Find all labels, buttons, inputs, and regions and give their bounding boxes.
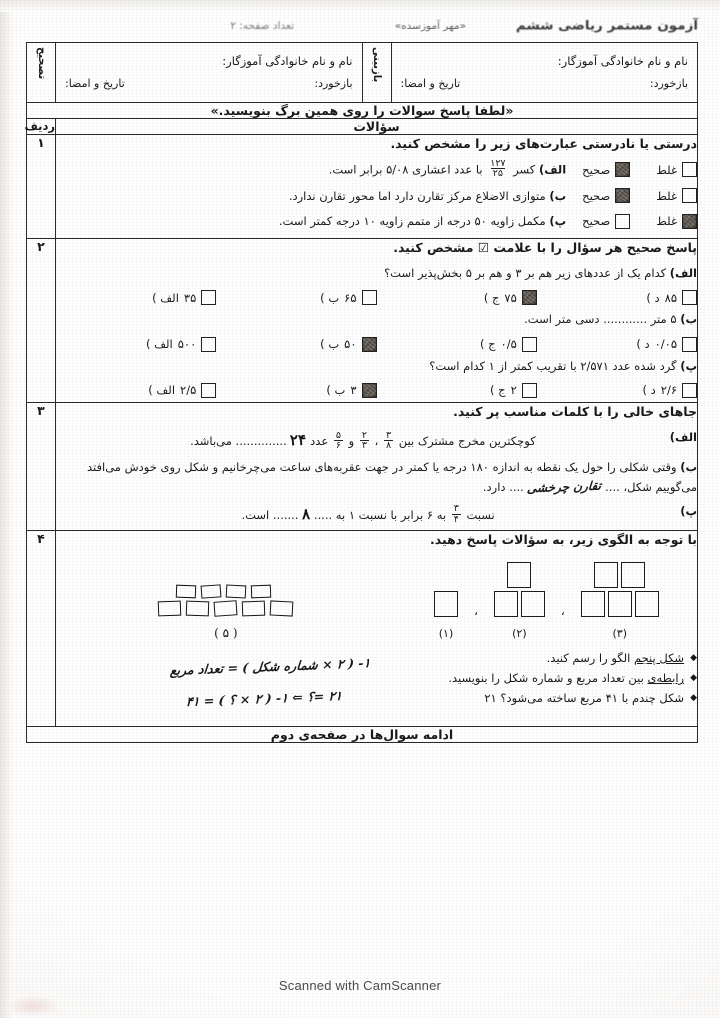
diamond-bullet-icon: ◆	[690, 673, 697, 684]
q3b-handwritten-answer: تقارن چرخشی	[526, 478, 603, 496]
pattern-figure-2	[494, 562, 545, 640]
fraction-denominator: ۲۵	[492, 168, 503, 180]
questions-column-header: سؤالات	[56, 119, 698, 135]
q3b-dots-1: ....	[605, 479, 620, 494]
mc-c-tag-0: د )	[642, 383, 656, 398]
mc-c-option-2[interactable]	[216, 383, 376, 398]
question-2-title: پاسخ صحیح هر سؤال را با علامت ☑ مشخص کنید.	[393, 239, 697, 255]
pattern-figures-area	[56, 556, 697, 640]
tf-label-2: پ)	[549, 214, 567, 229]
mc-b-value-2: ۵۰	[344, 337, 357, 352]
hand-square	[176, 584, 196, 598]
tf-text-1: متوازی الاضلاع مرکز تقارن دارد اما محور تقارن ندارد.	[288, 188, 546, 203]
tf-item-2	[56, 212, 697, 230]
bullet-0-rest: الگو را رسم کنید.	[546, 650, 631, 665]
school-name: «مهر آموزسده»	[394, 20, 466, 32]
part-c-label: پ)	[680, 358, 697, 373]
q3c-text-3: است.	[241, 507, 270, 522]
question-row-4	[27, 531, 698, 727]
checkbox-c-0[interactable]	[682, 383, 697, 398]
figure-2-label: (۲)	[512, 626, 527, 640]
f38-d: ۸	[385, 440, 392, 452]
f34-d: ۴	[453, 513, 459, 525]
tf-option-true-0[interactable]	[582, 162, 630, 177]
question-4-bullets-area	[56, 646, 697, 712]
tf-options-1	[568, 188, 697, 203]
camscanner-watermark: Scanned with CamScanner	[278, 978, 442, 993]
part-a-label: الف)	[669, 266, 697, 281]
tf-option-true-2[interactable]	[582, 214, 630, 229]
question-1-title: درستی یا نادرستی عبارت‌های زیر را مشخص کنید.	[390, 136, 697, 151]
tf-text-2: مکمل زاویه ۵۰ درجه از متمم زاویه ۱۰ درجه کمتر است.	[278, 214, 546, 229]
part-c-text: گرد شده عدد ۲/۵۷۱ با تقریب کمتر از ۱ کدام است؟	[429, 358, 677, 373]
exam-sheet	[26, 18, 698, 743]
f56-n: ۵	[335, 429, 341, 441]
review-vertical-label-cell	[362, 43, 391, 103]
bullet-item-0	[389, 651, 697, 666]
question-row-2	[27, 238, 698, 402]
row-column-header: ردیف	[24, 119, 55, 133]
figure-separator: ،	[560, 603, 565, 618]
bullet-1-underline: رابطه‌ی	[647, 671, 685, 686]
mc-a-option-0[interactable]	[537, 290, 697, 305]
part-a-text: کدام یک از عددهای زیر هم بر ۳ و هم بر ۵ بخش‌پذیر است؟	[384, 266, 667, 281]
q3a-text-1: کوچکترین مخرج مشترک بین	[398, 434, 536, 449]
question-2-number: ۲	[27, 238, 56, 402]
notice-row	[27, 103, 698, 119]
hand-square	[186, 600, 210, 616]
hand-square	[214, 600, 238, 617]
hand-square	[251, 584, 271, 598]
review-date-sign-label: تاریخ و امضا:	[400, 77, 461, 90]
q3a-text-2: عدد	[310, 434, 329, 449]
review-teacher-name-label: نام و نام خانوادگی آموزگار:	[557, 54, 688, 68]
tf-statement-1	[56, 187, 568, 205]
handwritten-formula-2: ۲۱ =؟ ⇐ ۱- ( ۲ × ؟ ) = ۴۱	[185, 687, 344, 709]
question-3-number: ۳	[27, 402, 56, 530]
checkbox-a-2[interactable]	[362, 290, 377, 305]
correction-label: تصحیح	[35, 47, 47, 80]
mc-a-option-2[interactable]	[216, 290, 376, 305]
footer-row	[27, 726, 698, 742]
mc-a-value-2: ۶۵	[344, 290, 357, 305]
square	[507, 562, 531, 588]
checkbox-false-0[interactable]	[682, 162, 697, 177]
hand-square	[242, 600, 266, 616]
tf-item-0	[56, 157, 697, 180]
tf-options-0	[568, 162, 697, 177]
mc-a-tag-3: الف )	[152, 290, 179, 305]
mc-b-value-0: ۰/۰۵	[654, 337, 677, 352]
q3b-dots-2: ....	[509, 479, 524, 494]
checkbox-a-0[interactable]	[682, 290, 697, 305]
question-3-part-a: الف) کوچکترین مخرج مشترک بین $\frac{۳}{۸}$ ، $\frac{۲}{۳}$ و $\frac{۵}{۶}$ عدد ۲۴ .............. می‌باشد.	[56, 427, 697, 453]
mc-c-option-3[interactable]	[56, 383, 216, 398]
question-2-part-c-options	[56, 383, 697, 398]
square	[594, 562, 618, 588]
mc-b-option-0[interactable]	[537, 337, 697, 352]
mc-c-value-2: ۳	[350, 383, 357, 398]
mc-b-tag-3: الف )	[145, 337, 173, 352]
mc-b-tag-2: ب )	[320, 337, 340, 352]
tf-option-false-label-2: غلط	[656, 214, 677, 229]
q3a-dots: ..............	[235, 434, 287, 449]
bullet-0-underline: شکل پنجم	[633, 650, 685, 665]
mc-c-option-1[interactable]	[377, 383, 537, 398]
correction-block	[56, 43, 363, 103]
bullet-item-2	[389, 691, 697, 706]
tf-options-2	[568, 214, 697, 229]
figure-3-label: (۳)	[612, 626, 628, 640]
scan-smudge	[6, 996, 60, 1016]
question-row-1	[27, 135, 698, 239]
checkbox-false-1[interactable]	[682, 188, 697, 203]
question-2-part-c-prompt	[56, 356, 697, 376]
tf-option-true-label-0: صحیح	[582, 162, 611, 177]
mc-b-tag-0: د )	[636, 337, 650, 352]
f34-n: ۳	[453, 503, 459, 515]
answer-notice: «لطفا پاسخ سوالات را روی همین برگ بنویسید.»	[27, 103, 698, 119]
checkbox-true-1[interactable]	[615, 188, 630, 203]
checkbox-a-1[interactable]	[522, 290, 537, 305]
scan-top-edge	[0, 0, 720, 12]
mc-b-option-1[interactable]	[377, 337, 537, 352]
bullet-1-rest: بین تعداد مربع و شماره شکل را بنویسید.	[448, 671, 644, 686]
tf-option-true-1[interactable]	[582, 188, 630, 203]
handwritten-formula-1: ۱- ( ۲ × شماره شکل ) = تعداد مربع	[169, 654, 372, 678]
checkbox-c-2[interactable]	[362, 383, 377, 398]
tf-option-false-label-1: غلط	[656, 188, 677, 203]
mc-a-tag-2: ب )	[320, 290, 340, 305]
diamond-bullet-icon: ◆	[690, 693, 697, 704]
correction-vertical-label-cell	[27, 43, 56, 103]
mc-c-value-3: ۲/۵	[180, 383, 197, 398]
figure-1-bottom-row	[434, 591, 458, 617]
fraction-3-8	[384, 431, 393, 451]
hand-square	[201, 584, 222, 598]
column-header-row	[27, 119, 698, 135]
handwritten-figure-label: ( ۵ )	[214, 625, 238, 640]
checkbox-true-0[interactable]	[615, 162, 630, 177]
mc-a-tag-1: ج )	[483, 290, 500, 305]
q3c-text-2: به ۶ برابر با نسبت ۱ به	[335, 507, 447, 522]
question-1-content	[56, 135, 698, 239]
figure-3-top-row	[594, 562, 645, 588]
question-4-number: ۴	[27, 531, 56, 727]
part-b-label: ب)	[680, 312, 697, 327]
q3b-text-2: دارد.	[482, 479, 506, 494]
mc-a-tag-0: د )	[646, 290, 660, 305]
fraction-127-25	[488, 159, 507, 179]
checkbox-false-2[interactable]	[682, 214, 697, 229]
mc-c-option-0[interactable]	[537, 383, 697, 398]
diamond-bullet-icon: ◆	[690, 652, 697, 663]
correction-date-sign-label: تاریخ و امضا:	[65, 77, 125, 90]
tf-label-1: ب)	[549, 188, 567, 203]
mc-c-value-1: ۲	[510, 383, 517, 398]
mc-c-value-0: ۲/۶	[660, 383, 677, 398]
q3c-handwritten-answer: ۸	[301, 504, 311, 523]
mc-b-value-3: ۵۰۰	[177, 337, 197, 352]
q3c-dots-2: .......	[272, 507, 299, 522]
tf-option-true-label-2: صحیح	[582, 214, 611, 229]
square	[635, 591, 659, 617]
square	[608, 591, 632, 617]
question-3-part-b	[56, 457, 697, 498]
hand-square	[226, 584, 247, 598]
square	[521, 591, 545, 617]
question-2-part-a-options	[56, 290, 697, 305]
checkbox-c-1[interactable]	[522, 383, 537, 398]
mc-a-value-0: ۸۵	[664, 290, 677, 305]
q3a-text-3: می‌باشد.	[190, 434, 232, 449]
fraction-5-6	[334, 431, 343, 451]
tf-option-false-0[interactable]	[656, 162, 697, 177]
question-1-number: ۱	[27, 135, 56, 239]
f23-n: ۲	[361, 429, 367, 441]
question-3-part-c	[56, 501, 697, 527]
handwritten-figure-5	[158, 585, 293, 640]
checkbox-a-3[interactable]	[201, 290, 216, 305]
part-b-text: ۵ متر ............ دسی متر است.	[524, 312, 677, 327]
mc-c-tag-1: ج )	[489, 383, 506, 398]
q3c-dots-1: .....	[313, 507, 333, 522]
figure-3-bottom-row	[581, 591, 659, 617]
review-block	[391, 43, 698, 103]
figure-2-top-row	[507, 562, 531, 588]
mc-b-option-2[interactable]	[216, 337, 376, 352]
question-2-part-b-prompt	[56, 309, 697, 329]
tf-statement-2	[56, 212, 568, 230]
question-4-title: با توجه به الگوی زیر، به سؤالات پاسخ دهید.	[430, 532, 697, 548]
fraction-numerator: ۱۲۷	[490, 157, 506, 169]
q3a-conj: و	[348, 434, 355, 449]
checkbox-b-0[interactable]	[682, 337, 697, 352]
question-2-part-a-prompt	[56, 263, 697, 283]
figure-separator: ،	[474, 603, 478, 618]
pattern-figure-1	[434, 591, 458, 640]
mc-a-option-1[interactable]	[377, 290, 537, 305]
tf-option-false-1[interactable]	[656, 188, 697, 203]
bullet-item-1	[389, 671, 697, 686]
square	[494, 591, 518, 617]
tf-option-false-label-0: غلط	[656, 162, 677, 177]
review-feedback-label: بازخورد:	[649, 77, 688, 90]
mc-b-option-3[interactable]	[56, 337, 216, 352]
q3a-handwritten-answer: ۲۴	[290, 431, 307, 450]
scan-left-edge	[0, 0, 14, 1018]
tf-label-0: الف)	[538, 162, 567, 177]
f23-d: ۳	[361, 440, 367, 452]
handwritten-work-area	[56, 646, 377, 707]
square	[621, 562, 645, 588]
continuation-note: ادامه سوال‌ها در صفحه‌ی دوم	[27, 726, 698, 742]
f38-n: ۳	[385, 429, 392, 441]
question-2-part-b-options	[56, 337, 697, 352]
square	[581, 591, 605, 617]
q3-part-b-label: ب)	[680, 459, 697, 474]
checkbox-b-3[interactable]	[201, 337, 216, 352]
question-2-content	[56, 238, 698, 402]
page-count-label: تعداد صفحه: ۲	[230, 20, 294, 32]
figure-1-label: (۱)	[438, 626, 454, 640]
q3-part-c-label: پ)	[680, 503, 697, 518]
correction-teacher-name-label: نام و نام خانوادگی آموزگار:	[222, 54, 353, 68]
checkbox-true-2[interactable]	[615, 214, 630, 229]
q3-part-a-label: الف)	[669, 430, 697, 445]
checkbox-b-2[interactable]	[362, 337, 377, 352]
figure-2-bottom-row	[494, 591, 545, 617]
document-top-meta	[26, 18, 698, 42]
signature-header-row	[27, 43, 698, 103]
mc-a-option-3[interactable]	[56, 290, 216, 305]
exam-table	[26, 42, 698, 743]
hand-figure-bottom-row	[158, 601, 293, 616]
handwritten-figure-group	[56, 585, 396, 640]
mc-c-tag-3: الف )	[148, 383, 176, 398]
tf-statement-0	[56, 157, 568, 180]
hand-square	[270, 600, 294, 616]
tf-text-before-0: کسر	[513, 162, 536, 177]
mc-c-tag-2: ب )	[326, 383, 346, 398]
hand-square	[158, 600, 182, 616]
exam-title: آزمون مستمر ریاضی ششم	[515, 18, 698, 34]
bullet-list	[389, 646, 697, 712]
mc-b-tag-1: ج )	[479, 337, 496, 352]
question-4-content	[56, 531, 698, 727]
question-row-3	[27, 402, 698, 530]
tf-item-1	[56, 187, 697, 205]
pattern-figure-3	[581, 562, 659, 640]
fraction-2-3	[360, 431, 369, 451]
tf-text-after-0: با عدد اعشاری ۵/۰۸ برابر است.	[328, 162, 483, 177]
review-label: بازبینی	[370, 47, 383, 83]
correction-feedback-label: بازخورد:	[314, 77, 353, 90]
fraction-3-4	[452, 504, 461, 524]
checkbox-b-1[interactable]	[522, 337, 537, 352]
question-3-title: جاهای خالی را با کلمات مناسب پر کنید.	[453, 403, 697, 419]
bullet-2-rest: شکل چندم با ۴۱ مربع ساخته می‌شود؟ ۲۱	[484, 691, 685, 706]
q3b-text-1: وقتی شکلی را حول یک نقطه به اندازه ۱۸۰ درجه یا کمتر در جهت عقربه‌های ساعت می‌چرخانیم و شکل روی خودش می‌افتد می‌گوییم شکل،	[87, 459, 697, 494]
mc-a-value-3: ۳۵	[183, 290, 197, 305]
tf-option-false-2[interactable]	[656, 214, 697, 229]
printed-pattern-group	[396, 562, 697, 640]
question-3-content	[56, 402, 698, 530]
square	[434, 591, 458, 617]
f56-d: ۶	[335, 440, 341, 452]
tf-option-true-label-1: صحیح	[582, 188, 611, 203]
checkbox-c-3[interactable]	[201, 383, 216, 398]
mc-a-value-1: ۷۵	[504, 290, 517, 305]
q3c-text-1: نسبت	[466, 507, 495, 522]
mc-b-value-1: ۰/۵	[500, 337, 517, 352]
hand-figure-top-row	[176, 585, 271, 598]
